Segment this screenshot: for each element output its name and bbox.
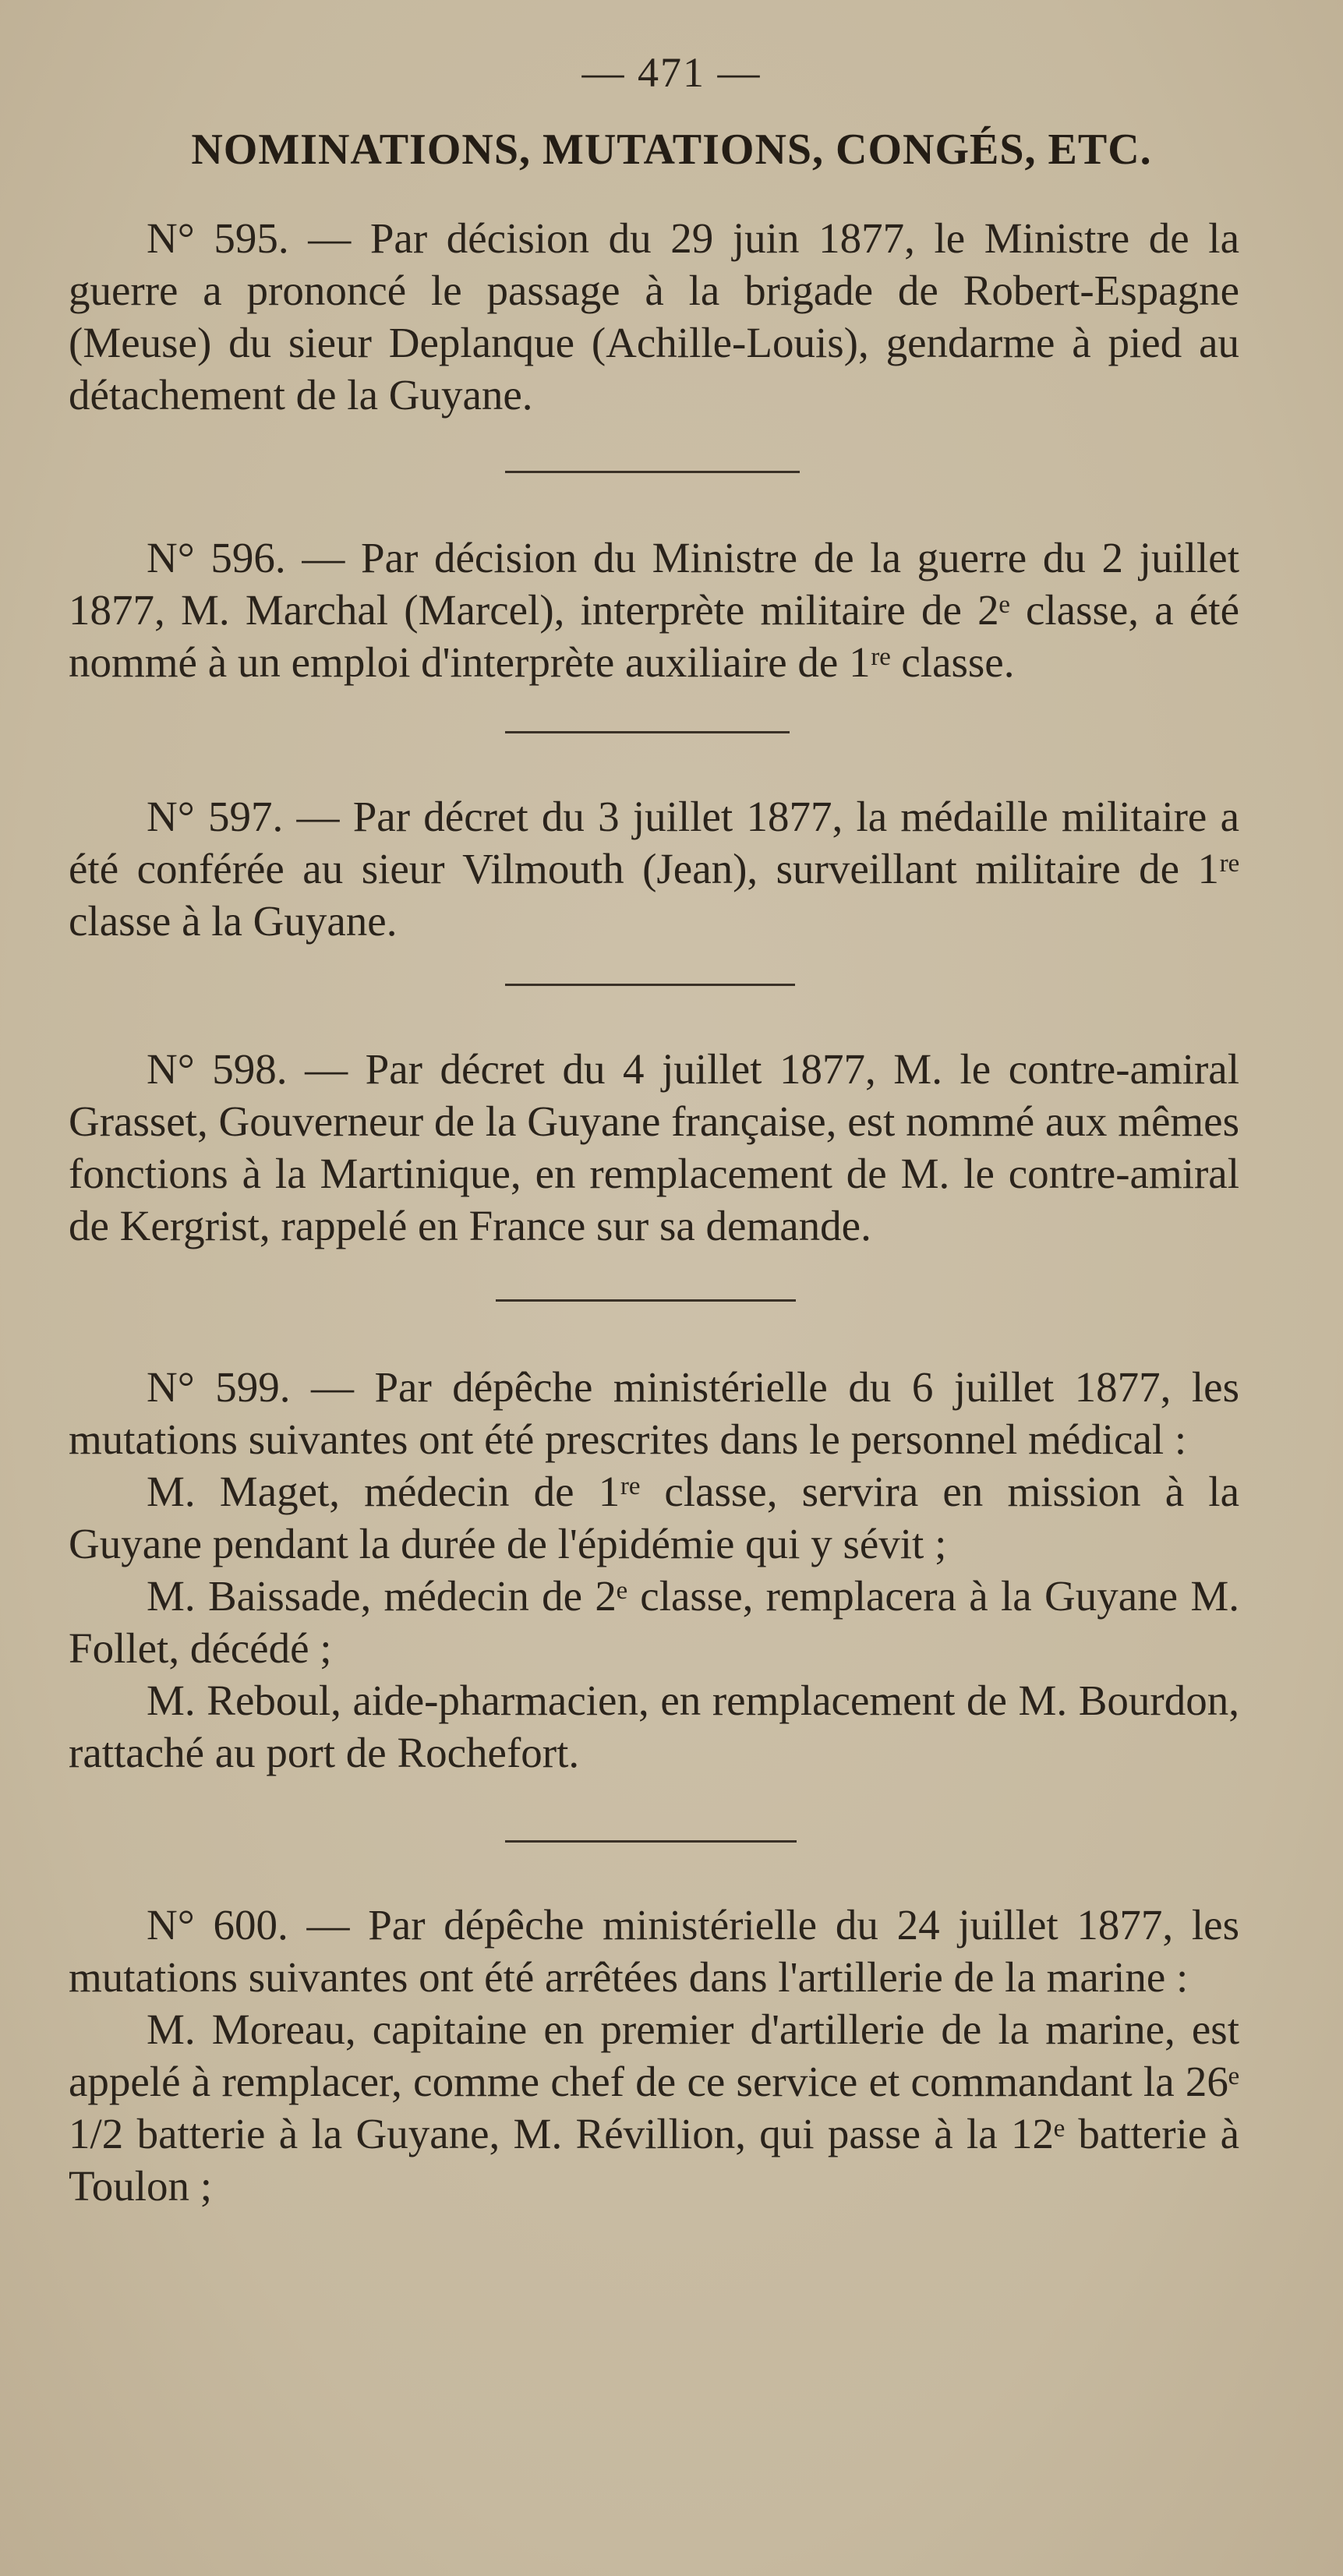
section-divider [505, 1840, 797, 1843]
entry-598 [69, 1043, 1239, 1252]
entry-599 [69, 1361, 1239, 1779]
entry-596 [69, 532, 1239, 688]
section-divider [496, 1299, 796, 1302]
entry-paragraph: N° 599. — Par dépêche ministérielle du 6 juillet 1877, les mutations suivantes ont été prescrites dans le personnel médical : [69, 1363, 1239, 1463]
entry-600 [69, 1899, 1239, 2212]
entry-paragraph: N° 600. — Par dépêche ministérielle du 24 juillet 1877, les mutations suivantes ont été arrêtées dans l'artillerie de la marine : [69, 1901, 1239, 2001]
section-divider [505, 731, 790, 733]
entry-paragraph: N° 597. — Par décret du 3 juillet 1877, la médaille militaire a été conférée au sieur Vilmouth (Jean), surveillant militaire de 1ʳᵉ classe à la Guyane. [69, 793, 1239, 945]
page-number: — 471 — [581, 49, 762, 96]
entry-item: M. Maget, médecin de 1ʳᵉ classe, servira en mission à la Guyane pendant la durée de l'épidémie qui y sévit ; [69, 1468, 1239, 1567]
entry-597 [69, 790, 1239, 947]
page-heading: NOMINATIONS, MUTATIONS, CONGÉS, ETC. [191, 125, 1152, 174]
entry-595 [69, 212, 1239, 421]
entry-item: M. Reboul, aide-pharmacien, en remplacement de M. Bourdon, rattaché au port de Rochefort. [69, 1677, 1239, 1776]
entry-item: M. Moreau, capitaine en premier d'artillerie de la marine, est appelé à remplacer, comme chef de ce service et commandant la 26ᵉ 1/2 batterie à la Guyane, M. Révillion, qui passe à la 12ᵉ batterie à Toulon ; [69, 2005, 1239, 2210]
entry-item: M. Baissade, médecin de 2ᵉ classe, remplacera à la Guyane M. Follet, décédé ; [69, 1572, 1239, 1672]
section-divider [505, 471, 800, 473]
entry-paragraph: N° 598. — Par décret du 4 juillet 1877, M. le contre-amiral Grasset, Gouverneur de la Guyane française, est nommé aux mêmes fonctions à la Martinique, en remplacement de M. le contre-amiral de Kergrist, rappelé en France sur sa demande. [69, 1045, 1239, 1249]
entry-paragraph: N° 596. — Par décision du Ministre de la guerre du 2 juillet 1877, M. Marchal (Marcel), interprète militaire de 2ᵉ classe, a été nommé à un emploi d'interprète auxiliaire de 1ʳᵉ classe. [69, 534, 1239, 686]
section-divider [505, 984, 795, 986]
entry-paragraph: N° 595. — Par décision du 29 juin 1877, le Ministre de la guerre a prononcé le passage à la brigade de Robert-Espagne (Meuse) du sieur Deplanque (Achille-Louis), gendarme à pied au détachement de la Guyane. [69, 214, 1239, 419]
